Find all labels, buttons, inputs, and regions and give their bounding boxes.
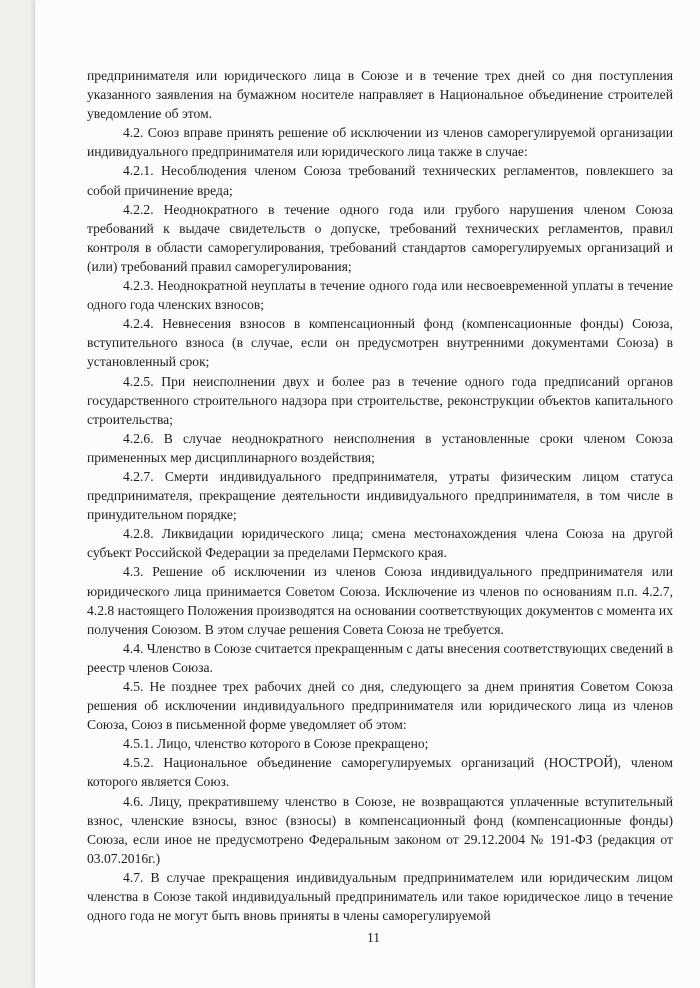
paragraph-4-5-1: 4.5.1. Лицо, членство которого в Союзе прекращено; [123, 736, 429, 752]
paragraph-4-2: 4.2. Союз вправе принять решение об исключении из членов саморегулируемой организации индивидуального предпринимателя или юридического лица также в случае: [87, 125, 673, 160]
paragraph-4-2-4: 4.2.4. Невнесения взносов в компенсационный фонд (компенсационные фонды) Союза, вступительного взноса (в случае, если он предусмотрен внутренними документами Союза) в установленный срок; [87, 316, 673, 370]
page-number: 11 [367, 930, 381, 945]
paragraph-4-3: 4.3. Решение об исключении из членов Союза индивидуального предпринимателя или юридического лица принимается Советом Союза. Исключение из членов по основаниям п.п. 4.2.7, 4.2.8 настоящего Положения производятся на основании соответствующих документов с момента их получения Союзом. В этом случае решения Совета Союза не требуется. [87, 564, 673, 637]
paragraph-4-2-6: 4.2.6. В случае неоднократного неисполнения в установленные сроки членом Союза примененных мер дисциплинарного воздействия; [87, 430, 673, 465]
document-body [87, 66, 673, 925]
paragraph-continuation: предпринимателя или юридического лица в Союзе и в течение трех дней со дня поступления указанного заявления на бумажном носителе направляет в Национальное объединение строителей уведомление об этом. [87, 68, 673, 122]
paragraph-4-5-2: 4.5.2. Национальное объединение саморегулируемых организаций (НОСТРОЙ), членом которого является Союз. [87, 755, 673, 790]
paragraph-4-2-8: 4.2.8. Ликвидации юридического лица; смена местонахождения члена Союза на другой субъект Российской Федерации за пределами Пермского края. [87, 526, 673, 561]
paragraph-4-7: 4.7. В случае прекращения индивидуальным предпринимателем или юридическим лицом членства в Союзе такой индивидуальный предприниматель или такое юридическое лицо в течение одного года не могут быть вновь приняты в члены саморегулируемой [87, 869, 673, 924]
paragraph-4-2-2: 4.2.2. Неоднократного в течение одного года или грубого нарушения членом Союза требований к выдаче свидетельств о допуске, требований технических регламентов, правил контроля в области саморегулирования, требований стандартов саморегулируемых организаций и (или) требований правил саморегулирования; [87, 201, 673, 274]
paragraph-4-2-7: 4.2.7. Смерти индивидуального предпринимателя, утраты физическим лицом статуса предпринимателя, прекращение деятельности индивидуального предпринимателя, в том числе в принудительном порядке; [87, 468, 673, 523]
paragraph-4-4: 4.4. Членство в Союзе считается прекращенным с даты внесения соответствующих сведений в реестр членов Союза. [87, 640, 673, 675]
paragraph-4-2-3: 4.2.3. Неоднократной неуплаты в течение одного года или несвоевременной уплаты в течение одного года членских взносов; [87, 278, 673, 313]
paragraph-4-2-1: 4.2.1. Несоблюдения членом Союза требований технических регламентов, повлекшего за собой причинение вреда; [87, 163, 673, 198]
paragraph-4-2-5: 4.2.5. При неисполнении двух и более раз в течение одного года предписаний органов государственного строительного надзора при строительстве, реконструкции объектов капитального строительства; [87, 373, 673, 427]
document-page [34, 0, 700, 988]
paragraph-4-5: 4.5. Не позднее трех рабочих дней со дня, следующего за днем принятия Советом Союза решения об исключении индивидуального предпринимателя или юридического лица из членов Союза, Союз в письменной форме уведомляет об этом: [87, 679, 673, 733]
paragraph-4-6: 4.6. Лицу, прекратившему членство в Союзе, не возвращаются уплаченные вступительный взнос, членские взносы, взнос (взносы) в компенсационный фонд (компенсационные фонды) Союза, если иное не предусмотрено Федеральным законом от 29.12.2004 № 191-ФЗ (редакция от 03.07.2016г.) [87, 793, 673, 866]
